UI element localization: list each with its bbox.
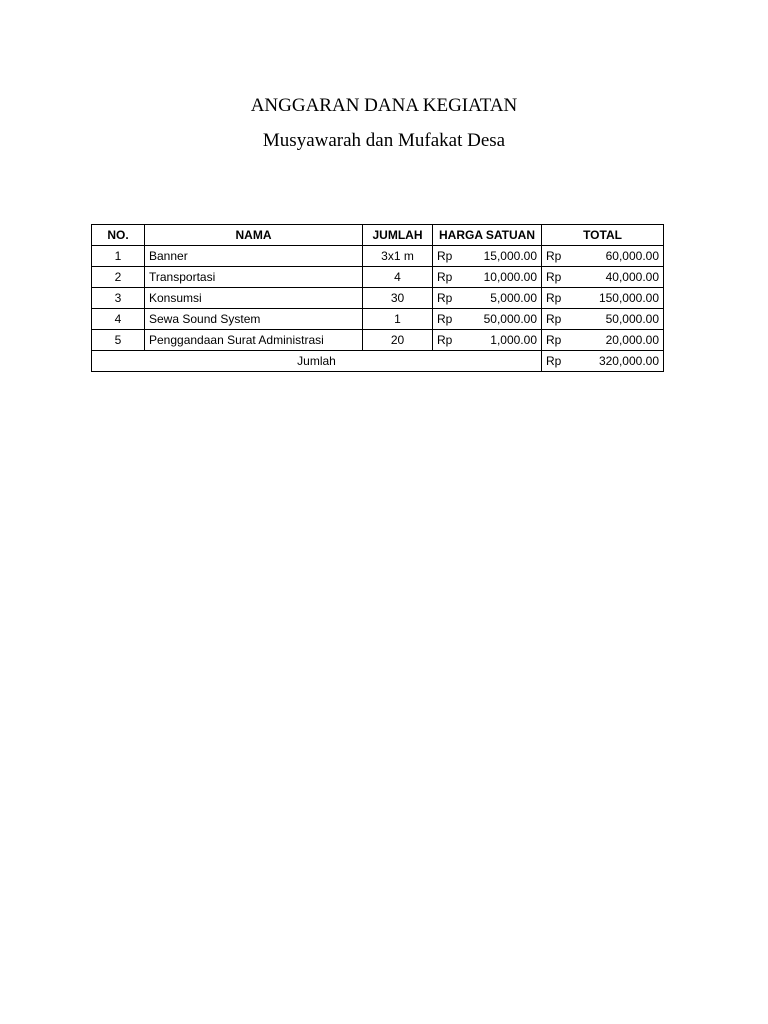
cell-no: 3 — [92, 288, 145, 309]
cell-total-currency: Rp — [542, 288, 580, 309]
cell-jumlah: 3x1 m — [363, 246, 433, 267]
header-no: NO. — [92, 225, 145, 246]
header-jumlah: JUMLAH — [363, 225, 433, 246]
cell-total-amount: 60,000.00 — [580, 246, 664, 267]
cell-jumlah: 20 — [363, 330, 433, 351]
cell-total-amount: 150,000.00 — [580, 288, 664, 309]
cell-nama: Sewa Sound System — [145, 309, 363, 330]
cell-harga-amount: 1,000.00 — [471, 330, 542, 351]
cell-total-amount: 50,000.00 — [580, 309, 664, 330]
cell-nama: Konsumsi — [145, 288, 363, 309]
cell-harga-currency: Rp — [433, 267, 471, 288]
cell-harga-currency: Rp — [433, 246, 471, 267]
table-total-row — [92, 351, 664, 372]
table-header-row — [92, 225, 664, 246]
cell-harga-currency: Rp — [433, 309, 471, 330]
cell-harga-amount: 5,000.00 — [471, 288, 542, 309]
cell-harga-currency: Rp — [433, 288, 471, 309]
document-title: ANGGARAN DANA KEGIATAN — [250, 95, 518, 116]
cell-nama: Transportasi — [145, 267, 363, 288]
cell-total-amount: 40,000.00 — [580, 267, 664, 288]
cell-total-currency: Rp — [542, 330, 580, 351]
header-total: TOTAL — [542, 225, 664, 246]
cell-total-currency: Rp — [542, 267, 580, 288]
cell-total-currency: Rp — [542, 309, 580, 330]
total-label: Jumlah — [92, 351, 542, 372]
cell-no: 4 — [92, 309, 145, 330]
header-nama: NAMA — [145, 225, 363, 246]
cell-harga-currency: Rp — [433, 330, 471, 351]
cell-harga-amount: 15,000.00 — [471, 246, 542, 267]
document-subtitle: Musyawarah dan Mufakat Desa — [262, 130, 506, 151]
cell-nama: Banner — [145, 246, 363, 267]
table-row — [92, 246, 664, 267]
cell-nama: Penggandaan Surat Administrasi — [145, 330, 363, 351]
cell-no: 2 — [92, 267, 145, 288]
table-row — [92, 330, 664, 351]
cell-jumlah: 4 — [363, 267, 433, 288]
cell-harga-amount: 10,000.00 — [471, 267, 542, 288]
grand-total-currency: Rp — [542, 351, 580, 372]
cell-total-amount: 20,000.00 — [580, 330, 664, 351]
budget-table — [91, 224, 664, 372]
cell-total-currency: Rp — [542, 246, 580, 267]
header-harga-satuan: HARGA SATUAN — [433, 225, 542, 246]
cell-harga-amount: 50,000.00 — [471, 309, 542, 330]
cell-no: 1 — [92, 246, 145, 267]
cell-jumlah: 1 — [363, 309, 433, 330]
grand-total-amount: 320,000.00 — [580, 351, 664, 372]
table-row — [92, 288, 664, 309]
cell-no: 5 — [92, 330, 145, 351]
table-row — [92, 267, 664, 288]
cell-jumlah: 30 — [363, 288, 433, 309]
table-row — [92, 309, 664, 330]
